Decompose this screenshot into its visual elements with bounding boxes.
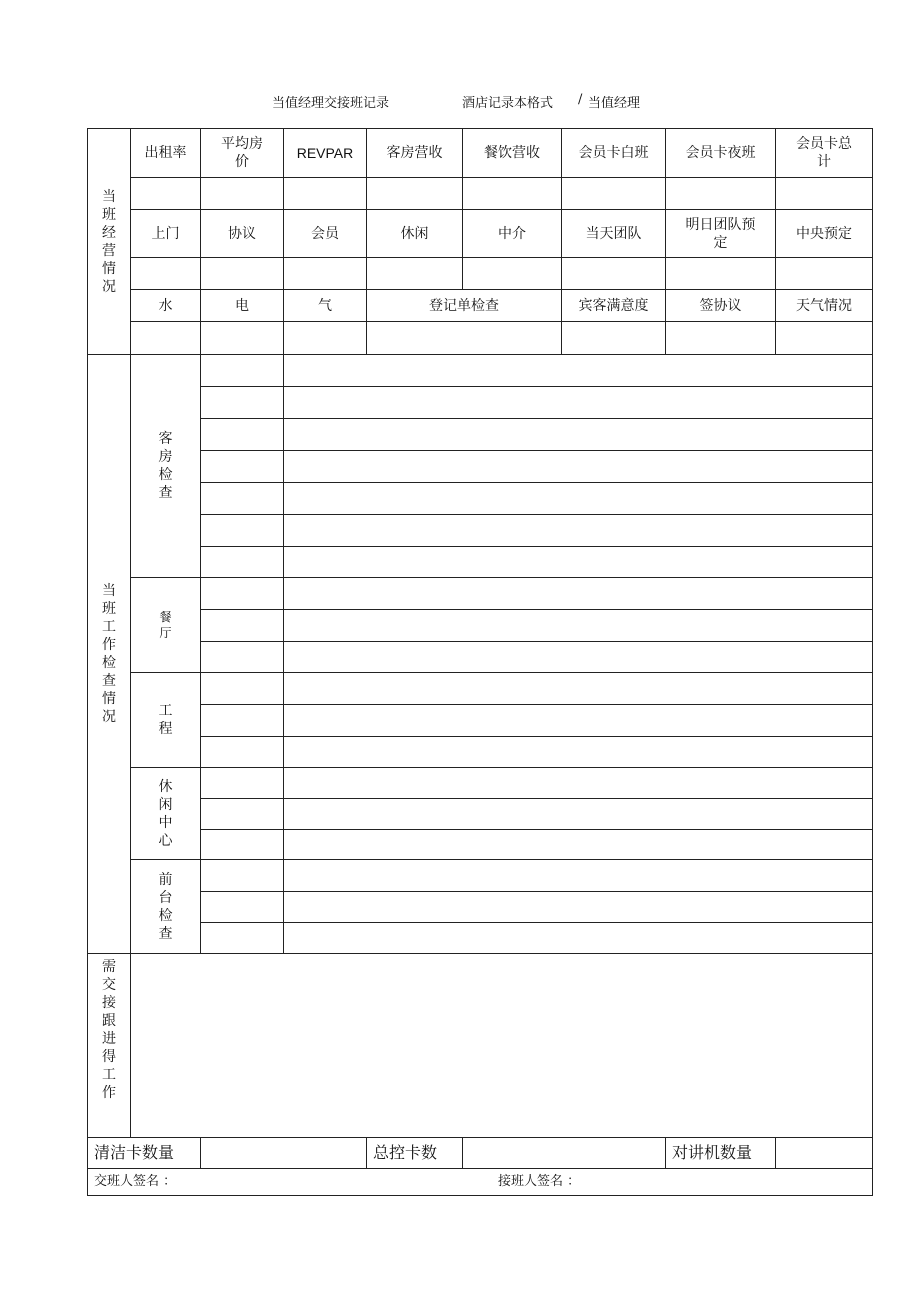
input-cell[interactable] [463, 178, 562, 210]
input-cell[interactable] [776, 258, 873, 290]
col-member: 会员 [284, 210, 367, 258]
input-cell[interactable] [463, 258, 562, 290]
input-cell[interactable] [284, 322, 367, 355]
receiver-signature[interactable]: 接班人签名 ： [498, 1174, 581, 1189]
input-cell[interactable] [562, 178, 666, 210]
ops-input-row-3 [88, 322, 873, 355]
check-note-cell[interactable] [284, 642, 873, 673]
form-header [0, 92, 920, 112]
input-cell[interactable] [284, 258, 367, 290]
input-cell[interactable] [131, 178, 201, 210]
col-room-revenue: 客房营收 [367, 129, 463, 178]
check-row [88, 515, 873, 547]
check-item-cell[interactable] [201, 451, 284, 483]
check-item-cell[interactable] [201, 515, 284, 547]
handover-signature[interactable]: 交班人签名 ： [94, 1174, 177, 1189]
walkie-talkie-count-input[interactable] [776, 1138, 873, 1169]
walkie-talkie-count-label: 对讲机数量 [666, 1138, 776, 1169]
check-row [88, 642, 873, 673]
check-note-cell[interactable] [284, 515, 873, 547]
check-note-cell[interactable] [284, 830, 873, 860]
form-category: 酒店记录本格式 [462, 96, 554, 111]
header-separator: / [578, 92, 583, 107]
check-note-cell[interactable] [284, 451, 873, 483]
check-note-cell[interactable] [284, 705, 873, 737]
check-row [88, 768, 873, 799]
check-item-cell[interactable] [201, 923, 284, 954]
col-occupancy: 出租率 [131, 129, 201, 178]
check-note-cell[interactable] [284, 355, 873, 387]
input-cell[interactable] [201, 322, 284, 355]
col-electricity: 电 [201, 290, 284, 322]
ops-header-row-1 [88, 129, 873, 178]
input-cell[interactable] [562, 322, 666, 355]
input-cell[interactable] [367, 178, 463, 210]
input-cell[interactable] [201, 258, 284, 290]
section-inspection-label: 当班工作检查情况 [88, 355, 131, 954]
group-leisure-center: 休闲中心 [131, 768, 201, 860]
check-item-cell[interactable] [201, 610, 284, 642]
check-note-cell[interactable] [284, 483, 873, 515]
check-item-cell[interactable] [201, 642, 284, 673]
ops-input-row-2 [88, 258, 873, 290]
section-ops-label: 当班经营情况 [88, 129, 131, 355]
col-leisure: 休闲 [367, 210, 463, 258]
input-cell[interactable] [367, 322, 562, 355]
followup-notes-area[interactable] [131, 954, 873, 1138]
input-cell[interactable] [776, 178, 873, 210]
check-row [88, 923, 873, 954]
col-central-booking: 中央预定 [776, 210, 873, 258]
check-item-cell[interactable] [201, 860, 284, 892]
check-item-cell[interactable] [201, 830, 284, 860]
signature-row [88, 1169, 873, 1196]
cleaning-card-count-label: 清洁卡数量 [88, 1138, 201, 1169]
check-note-cell[interactable] [284, 610, 873, 642]
group-restaurant: 餐厅 [131, 578, 201, 673]
col-avg-room-rate: 平均房价 [201, 129, 284, 178]
col-today-group: 当天团队 [562, 210, 666, 258]
check-note-cell[interactable] [284, 547, 873, 578]
check-note-cell[interactable] [284, 892, 873, 923]
col-walk-in: 上门 [131, 210, 201, 258]
check-row [88, 483, 873, 515]
ops-header-row-3 [88, 290, 873, 322]
check-row [88, 830, 873, 860]
col-fb-revenue: 餐饮营收 [463, 129, 562, 178]
col-agreement: 协议 [201, 210, 284, 258]
input-cell[interactable] [666, 178, 776, 210]
check-row [88, 737, 873, 768]
signature-cell [88, 1169, 873, 1196]
input-cell[interactable] [776, 322, 873, 355]
check-row [88, 355, 873, 387]
check-item-cell[interactable] [201, 892, 284, 923]
check-note-cell[interactable] [284, 923, 873, 954]
check-row [88, 451, 873, 483]
check-row [88, 610, 873, 642]
input-cell[interactable] [284, 178, 367, 210]
col-revpar: REVPAR [284, 129, 367, 178]
col-tomorrow-group-booking: 明日团队预定 [666, 210, 776, 258]
check-row [88, 799, 873, 830]
check-item-cell[interactable] [201, 355, 284, 387]
handover-form-table [87, 128, 873, 1196]
check-row [88, 673, 873, 705]
col-agency: 中介 [463, 210, 562, 258]
col-signed-agreements: 签协议 [666, 290, 776, 322]
master-card-count-input[interactable] [463, 1138, 666, 1169]
input-cell[interactable] [201, 178, 284, 210]
col-guest-satisfaction: 宾客满意度 [562, 290, 666, 322]
check-note-cell[interactable] [284, 860, 873, 892]
followup-row [88, 954, 873, 1138]
check-note-cell[interactable] [284, 387, 873, 419]
check-item-cell[interactable] [201, 768, 284, 799]
input-cell[interactable] [562, 258, 666, 290]
input-cell[interactable] [131, 258, 201, 290]
check-item-cell[interactable] [201, 547, 284, 578]
input-cell[interactable] [367, 258, 463, 290]
check-row [88, 860, 873, 892]
check-row [88, 387, 873, 419]
check-item-cell[interactable] [201, 483, 284, 515]
form-role: 当值经理 [588, 96, 641, 111]
check-item-cell[interactable] [201, 737, 284, 768]
input-cell[interactable] [131, 322, 201, 355]
col-member-card-night: 会员卡夜班 [666, 129, 776, 178]
check-item-cell[interactable] [201, 419, 284, 451]
check-item-cell[interactable] [201, 705, 284, 737]
check-note-cell[interactable] [284, 768, 873, 799]
input-cell[interactable] [666, 322, 776, 355]
master-card-count-label: 总控卡数 [367, 1138, 463, 1169]
check-row [88, 892, 873, 923]
col-water: 水 [131, 290, 201, 322]
form-title: 当值经理交接班记录 [272, 96, 390, 111]
check-row [88, 705, 873, 737]
check-item-cell[interactable] [201, 673, 284, 705]
check-item-cell[interactable] [201, 578, 284, 610]
col-member-card-total: 会员卡总计 [776, 129, 873, 178]
group-engineering: 工程 [131, 673, 201, 768]
col-gas: 气 [284, 290, 367, 322]
col-registration-check: 登记单检查 [367, 290, 562, 322]
check-item-cell[interactable] [201, 387, 284, 419]
check-row [88, 419, 873, 451]
section-followup-label: 需交接跟进得工作 [88, 954, 131, 1138]
input-cell[interactable] [666, 258, 776, 290]
group-room-inspection: 客房检查 [131, 355, 201, 578]
check-note-cell[interactable] [284, 578, 873, 610]
group-front-desk: 前台检查 [131, 860, 201, 954]
check-note-cell[interactable] [284, 737, 873, 768]
inventory-row [88, 1138, 873, 1169]
cleaning-card-count-input[interactable] [201, 1138, 367, 1169]
ops-input-row-1 [88, 178, 873, 210]
check-row [88, 547, 873, 578]
col-weather: 天气情况 [776, 290, 873, 322]
check-note-cell[interactable] [284, 673, 873, 705]
ops-header-row-2 [88, 210, 873, 258]
check-row [88, 578, 873, 610]
check-note-cell[interactable] [284, 419, 873, 451]
check-item-cell[interactable] [201, 799, 284, 830]
check-note-cell[interactable] [284, 799, 873, 830]
col-member-card-day: 会员卡白班 [562, 129, 666, 178]
